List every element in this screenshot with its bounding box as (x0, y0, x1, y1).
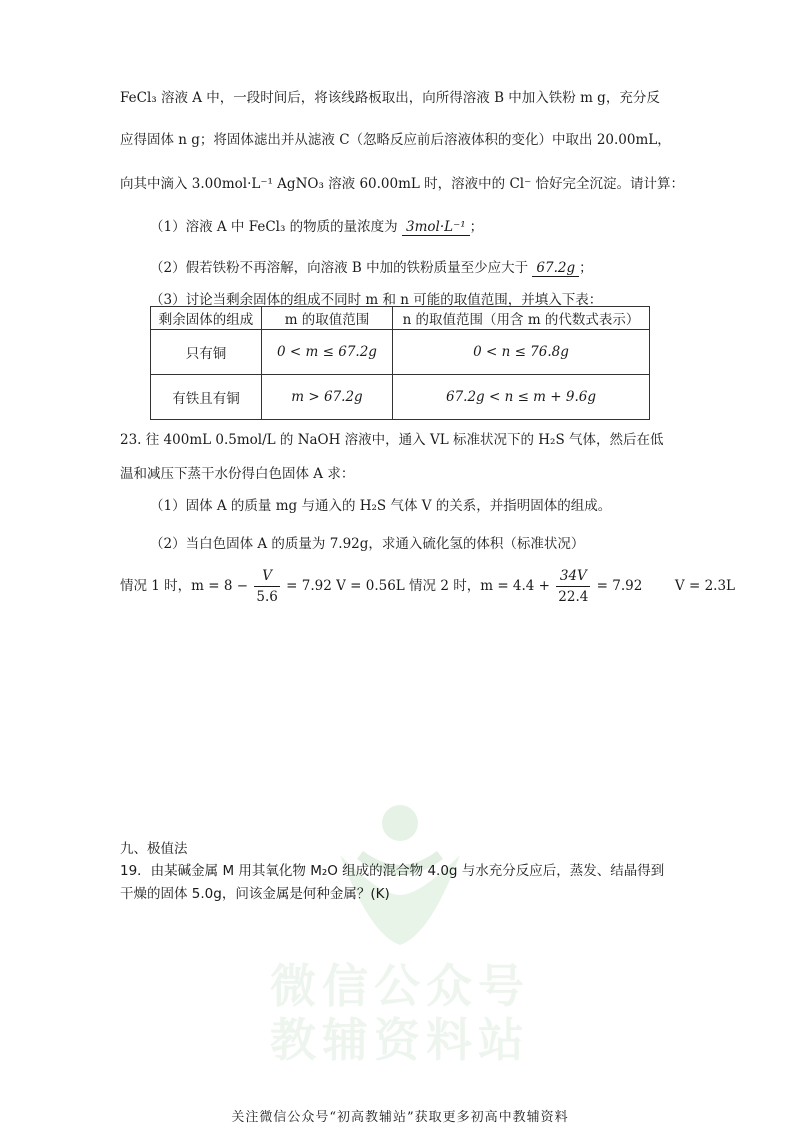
table-cell: 0 < m ≤ 67.2g (262, 330, 393, 375)
page-footer: 关注微信公众号“初高教辅站”获取更多初高中教辅资料 (231, 1110, 569, 1125)
q23-solution: 情况 1 时，m = 8 − $\frac{V}{5.6}$ = 7.92 V = 0.56L 情况 2 时，m = 4.4 + $\frac{34V}{22.4}$ = 7.92 V = 2.3L (120, 568, 735, 605)
table-row (151, 375, 650, 420)
table-cell: 有铁且有铜 (151, 375, 262, 420)
table-cell: 0 < n ≤ 76.8g (393, 330, 650, 375)
q23-sub-1: （1）固体 A 的质量 mg 与通入的 H₂S 气体 V 的关系，并指明固体的组成。 (150, 498, 612, 514)
intro-line-1: FeCl₃ 溶液 A 中，一段时间后，将该线路板取出，向所得溶液 B 中加入铁粉 m g，充分反 (120, 90, 660, 106)
table-header: n 的取值范围（用含 m 的代数式表示） (393, 307, 650, 330)
q19-line-1: 19．由某碱金属 M 用其氧化物 M₂O 组成的混合物 4.0g 与水充分反应后，蒸发、结晶得到 (120, 863, 665, 879)
watermark-text-1: 微信公众号 (270, 959, 530, 1013)
question-1: （1）溶液 A 中 FeCl₃ 的物质的量浓度为 3mol·L⁻¹ ； (150, 219, 484, 235)
question-2: （2）假若铁粉不再溶解，向溶液 B 中加的铁粉质量至少应大于 67.2g ； (150, 260, 593, 276)
fraction-2: $\frac{34V}{22.4}$ (558, 568, 589, 605)
q23-sub-2: （2）当白色固体 A 的质量为 7.92g，求通入硫化氢的体积（标准状况） (150, 536, 585, 552)
table-row (151, 330, 650, 375)
table-header: m 的取值范围 (262, 307, 393, 330)
question-3: （3）讨论当剩余固体的组成不同时 m 和 n 可能的取值范围，并填入下表： (150, 292, 603, 308)
q23-line-1: 23. 往 400mL 0.5mol/L 的 NaOH 溶液中，通入 VL 标准状况下的 H₂S 气体，然后在低 (120, 432, 664, 448)
watermark-text-2: 教辅资料站 (270, 1013, 530, 1067)
answer-2: 67.2g (532, 260, 579, 277)
intro-line-3: 向其中滴入 3.00mol·L⁻¹ AgNO₃ 溶液 60.00mL 时，溶液中的 Cl⁻ 恰好完全沉淀。请计算： (120, 176, 685, 192)
table-cell: m > 67.2g (262, 375, 393, 420)
range-table (150, 306, 650, 420)
q23-line-2: 温和减压下蒸干水份得白色固体 A 求： (120, 466, 355, 482)
table-header: 剩余固体的组成 (151, 307, 262, 330)
table-cell: 67.2g < n ≤ m + 9.6g (393, 375, 650, 420)
intro-line-2: 应得固体 n g；将固体滤出并从滤液 C（忽略反应前后溶液体积的变化）中取出 20.00mL， (120, 132, 671, 148)
fraction-1: $\frac{V}{5.6}$ (256, 568, 278, 605)
q19-line-2: 干燥的固体 5.0g，问该金属是何种金属？(K) (120, 886, 390, 902)
section-title: 九、极值法 (120, 841, 188, 857)
table-cell: 只有铜 (151, 330, 262, 375)
answer-1: 3mol·L⁻¹ (402, 219, 470, 236)
table-header-row (151, 307, 650, 330)
